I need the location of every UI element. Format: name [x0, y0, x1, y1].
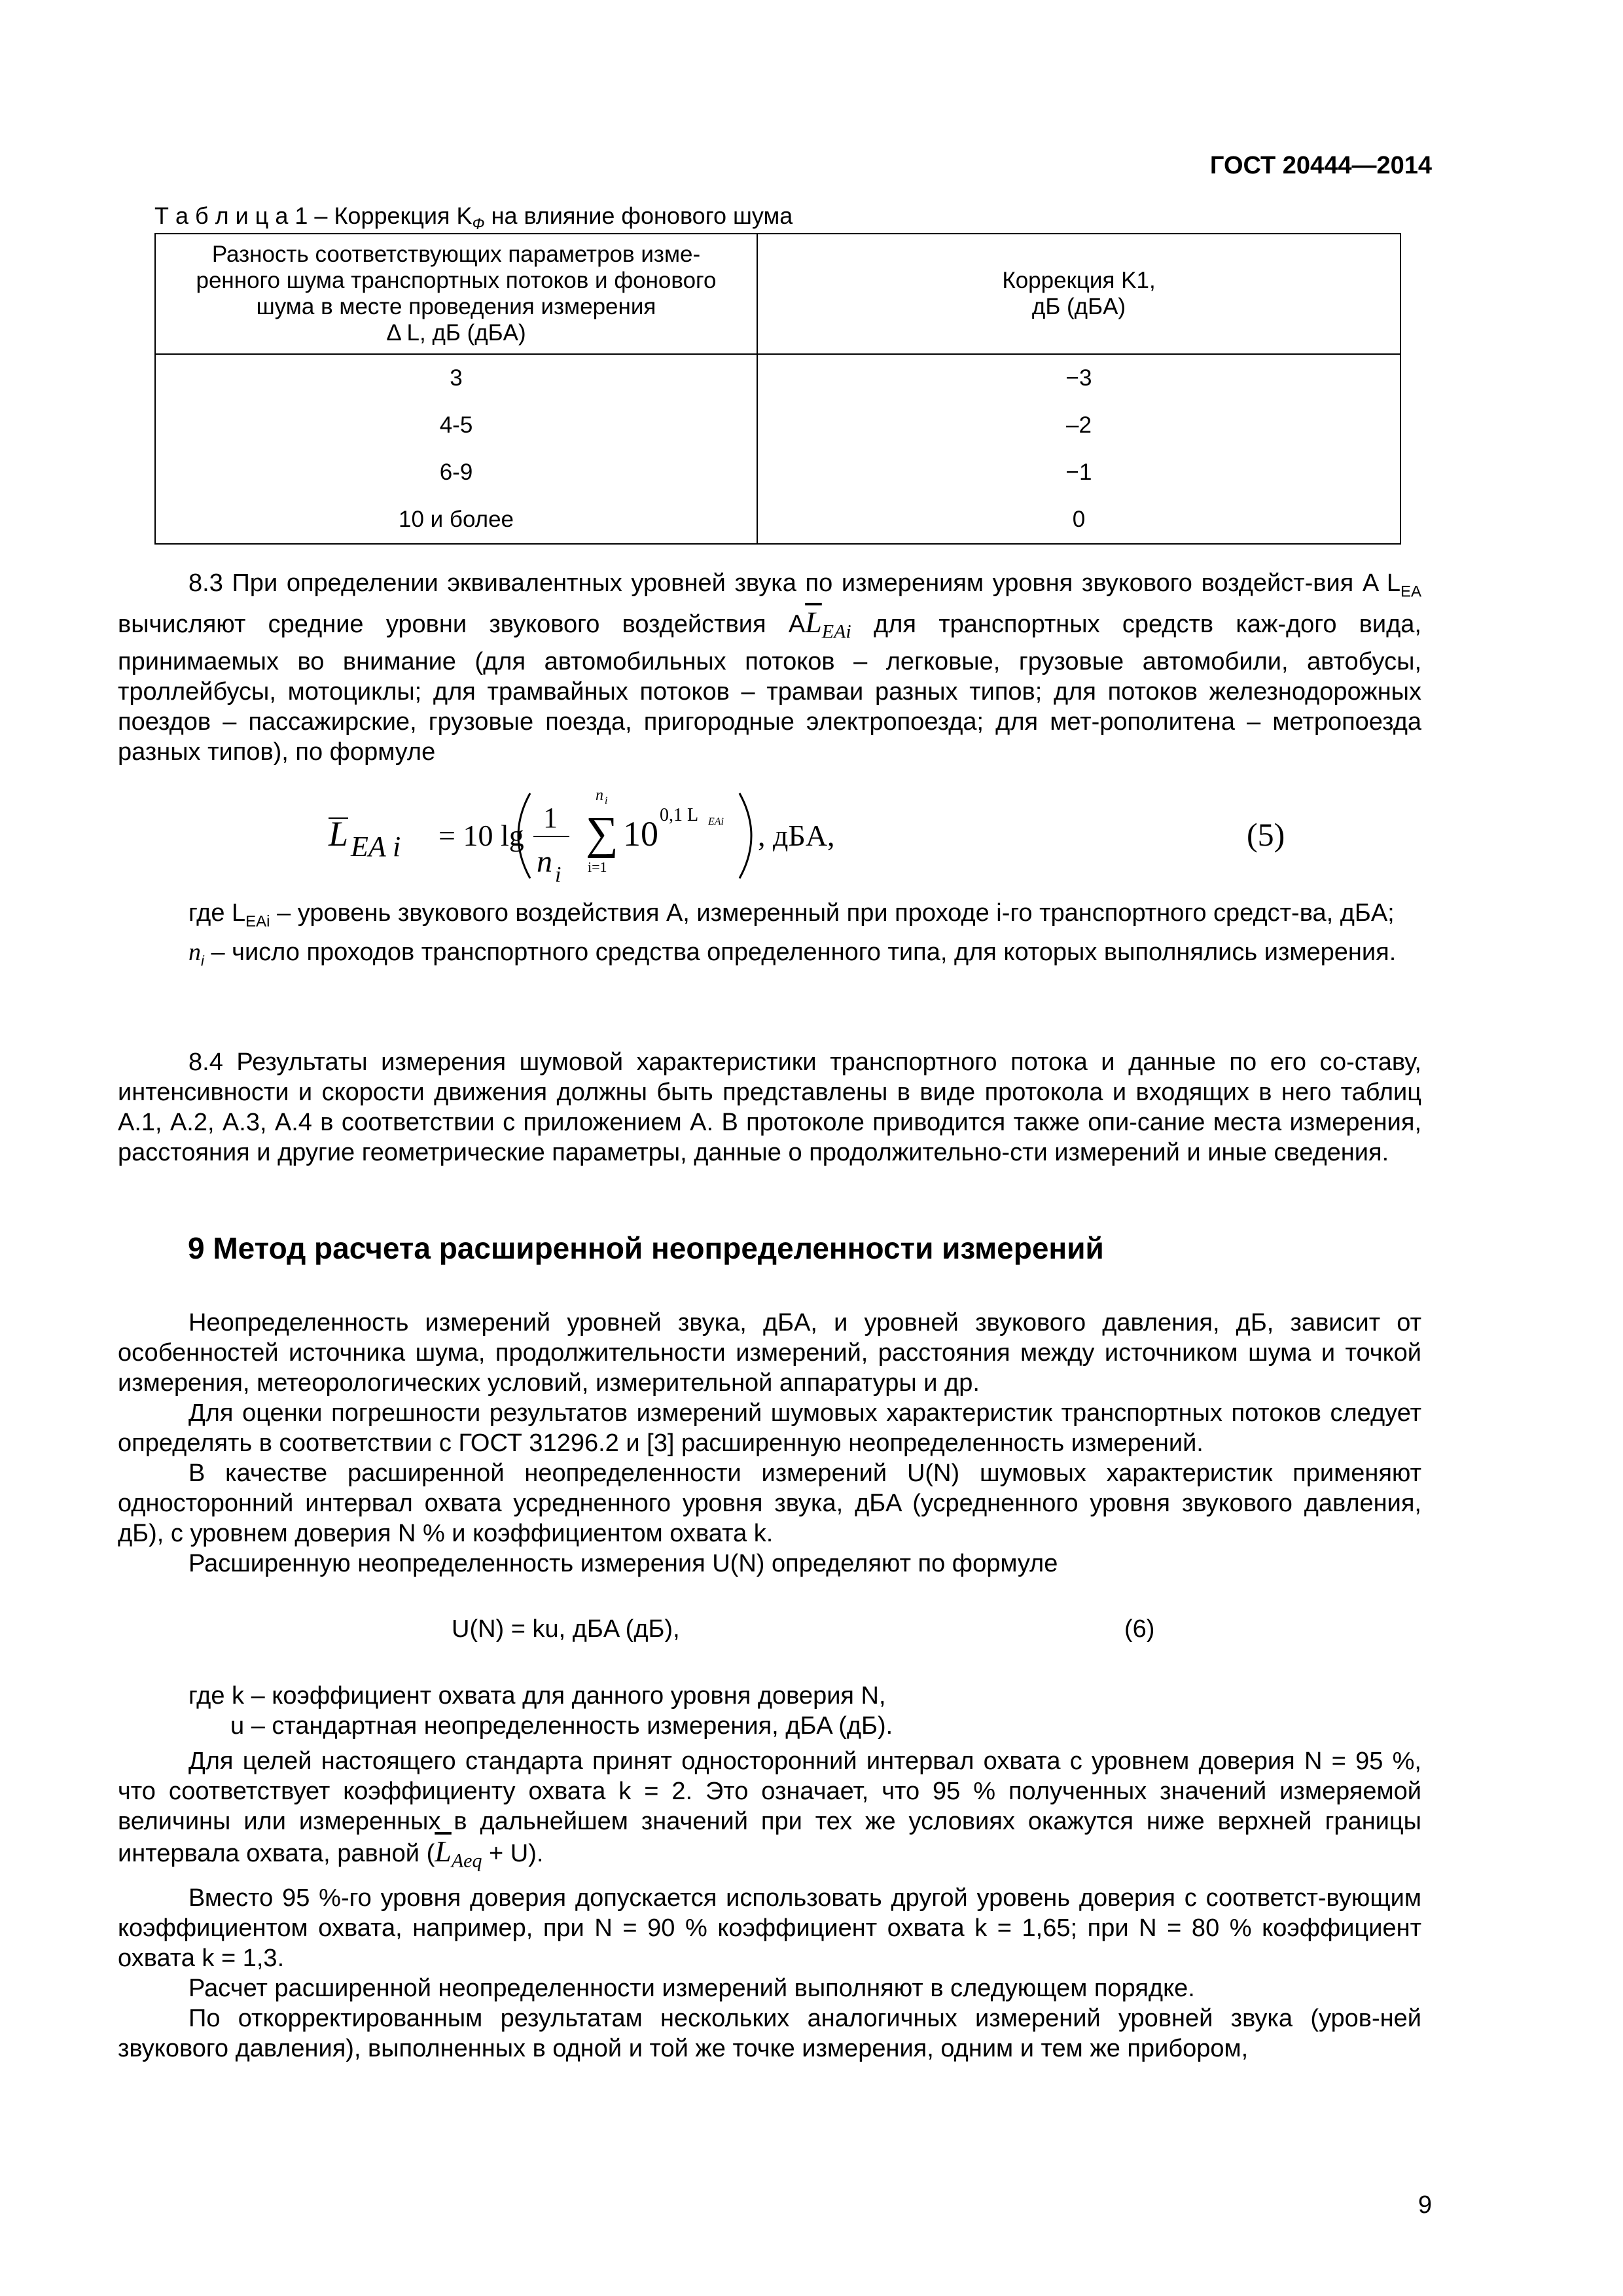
p83-part-a: 8.3 При определении эквивалентных уровней звука по измерениям уровня звукового воздейст-вия A L — [188, 569, 1400, 597]
cell-correction: –2 — [757, 402, 1400, 449]
formula5-base: 10 — [623, 814, 658, 853]
legend-k: где k – коэффициент охвата для данного уровня доверия N, — [188, 1682, 886, 1710]
paragraph-8-3-text — [118, 568, 1421, 767]
table-row — [155, 402, 1400, 449]
cell-correction: 0 — [757, 496, 1400, 544]
legend-ni-sub: i — [201, 952, 204, 969]
header-difference-text: Разность соответствующих параметров изме-ренного шума транспортных потоков и фонового шума в месте проведения измерения — [196, 242, 717, 319]
formula5-right-paren — [740, 793, 751, 878]
formula5-sum-top-sub: i — [605, 795, 608, 806]
p5-symbol-sub: Aeq — [451, 1850, 482, 1872]
formula5-lhs: L — [329, 814, 349, 853]
legend-LEAi-a: где L — [188, 899, 246, 927]
formula5-sum-bottom: i=1 — [588, 859, 607, 875]
section-9-title: 9 Метод расчета расширенной неопределенности измерений — [188, 1231, 1104, 1265]
legend-LEAi-sub: EAi — [245, 912, 270, 931]
formula5-denominator: n — [537, 844, 552, 879]
legend-ni — [118, 937, 1421, 977]
cell-difference: 6-9 — [155, 449, 757, 496]
table-caption-text: – Коррекция K — [308, 202, 473, 229]
table-header-difference — [155, 234, 757, 354]
formula5-number: (5) — [1247, 816, 1285, 853]
section9-paragraph-1: Неопределенность измерений уровней звука, дБA, и уровней звукового давления, дБ, зависит от особенностей источника шума, продолжительности измерений, расстояния между источником шума и точкой измерения, метеорологических условий, измерительной аппаратуры и др. — [118, 1309, 1421, 1397]
formula5-unit: , дБA, — [758, 819, 835, 852]
p5-symbol: $\overline{L}$ — [435, 1835, 452, 1868]
table-row — [155, 496, 1400, 544]
section-9-body — [118, 1308, 1421, 1579]
cell-difference: 10 и более — [155, 496, 757, 544]
paragraph-8-4-text: 8.4 Результаты измерения шумовой характеристики транспортного потока и данные по его со-ставу, интенсивности и скорости движения должны быть представлены в виде протокола и входящих в него таблиц А.1, А.2, А.3, А.4 в соответствии с приложением А. В протоколе приводится также опи-сание места измерения, расстояния и другие геометрические параметры, данные о продолжительно-сти измерений и иные сведения. — [118, 1049, 1421, 1166]
formula5-legend — [118, 898, 1421, 976]
section9-paragraph-4: Расширенную неопределенность измерения U(N) определяют по формуле — [188, 1550, 1058, 1577]
page-number: 9 — [1418, 2191, 1432, 2219]
section9-paragraph-2: Для оценки погрешности результатов измерений шумовых характеристик транспортных потоков следует определять в соответствии с ГОСТ 31296.2 и [3] расширенную неопределенность измерений. — [118, 1399, 1421, 1457]
formula5-sum-top: n — [596, 787, 603, 804]
formula5-lhs-sub: EA i — [351, 831, 401, 863]
formula5-numerator: 1 — [543, 802, 558, 834]
table-caption-tail: на влияние фонового шума — [484, 202, 793, 229]
p83-part-b: вычисляют средние уровни звукового воздействия A — [118, 610, 806, 638]
formula5-eq: = 10 lg — [438, 819, 524, 852]
legend-ni-symbol: n — [188, 938, 201, 966]
table-header-correction — [757, 234, 1400, 354]
p83-part-c: для транспортных средств каж-дого вида, принимаемых во внимание (для автомобильных потоков – легковые, грузовые автомобили, автобусы, троллейбусы, мотоциклы; для трамвайных потоков – трамваи разных типов; для потоков железнодорожных поездов – пассажирские, грузовые поезда, пригородные электропоезда; для мет-рополитена – метропоезда разных типов), по формуле — [118, 610, 1421, 766]
p83-sub: EA — [1400, 583, 1421, 601]
formula6-legend — [118, 1681, 1421, 1741]
section9-paragraph-6: Вместо 95 %-го уровня доверия допускается использовать другой уровень доверия с соответст-вующим коэффициентом охвата, например, при N = 90 % коэффициент охвата k = 1,65; при N = 80 % коэффициент охвата k = 1,3. — [118, 1884, 1421, 1972]
paragraph-8-4 — [118, 1047, 1421, 1168]
formula5-sum-sign: ∑ — [586, 808, 618, 859]
formula5-exponent: 0,1 L — [660, 805, 699, 825]
header-correction-unit: дБ (дБA) — [1031, 294, 1126, 319]
p5-part-b: + U). — [482, 1840, 544, 1867]
formula5-exponent-sub: EAi — [708, 816, 724, 827]
section9-paragraph-3: В качестве расширенной неопределенности измерений U(N) шумовых характеристик применяют односторонний интервал охвата усредненного уровня звука, дБA (усредненного уровня звукового давления, дБ), с уровнем доверия N % и коэффициентом охвата k. — [118, 1460, 1421, 1547]
table-row — [155, 449, 1400, 496]
table-caption-label: Т а б л и ц а 1 — [154, 202, 308, 229]
section-9-body-2 — [118, 1746, 1421, 2064]
formula-5 — [321, 780, 1433, 891]
document-header: ГОСТ 20444—2014 — [1209, 152, 1432, 179]
legend-LEAi-b: – уровень звукового воздействия A, измеренный при проходе i-го транспортного средст-ва, дБA; — [270, 899, 1395, 927]
table-row — [155, 354, 1400, 402]
formula-6-number: (6) — [1124, 1615, 1155, 1643]
formula5-denominator-sub: i — [555, 863, 562, 887]
cell-correction: −1 — [757, 449, 1400, 496]
section9-paragraph-8: По откорректированным результатам нескольких аналогичных измерений уровней звука (уров-ней звукового давления), выполненных в одной и той же точке измерения, одним и тем же прибором, — [118, 2004, 1421, 2062]
table-caption-sub: Ф — [472, 215, 485, 234]
cell-difference: 4-5 — [155, 402, 757, 449]
p83-symbol-sub: EAi — [821, 620, 851, 643]
formula-6: U(N) = ku, дБA (дБ), — [452, 1615, 680, 1643]
legend-u: u – стандартная неопределенность измерения, дБA (дБ). — [230, 1712, 893, 1740]
cell-correction: −3 — [757, 354, 1400, 402]
correction-table — [154, 233, 1401, 545]
section9-paragraph-7: Расчет расширенной неопределенности измерений выполняют в следующем порядке. — [188, 1974, 1195, 2002]
p83-symbol: $\overline{L}$ — [805, 605, 822, 639]
section9-paragraph-5 — [118, 1746, 1421, 1876]
legend-LEAi — [118, 898, 1421, 937]
legend-ni-text: – число проходов транспортного средства определенного типа, для которых выполнялись измерения. — [204, 938, 1397, 966]
header-difference-unit: Δ L, дБ (дБA) — [386, 320, 526, 346]
p5-part-a: Для целей настоящего стандарта принят односторонний интервал охвата с уровнем доверия N = 95 %, что соответствует коэффициенту охвата k = 2. Это означает, что 95 % полученных значений измеряемой величины или измеренных в дальнейшем значений при тех же условиях окажутся ниже верхней границы интервала охвата, равной ( — [118, 1748, 1421, 1867]
cell-difference: 3 — [155, 354, 757, 402]
header-correction-text: Коррекция K1, — [1002, 268, 1156, 293]
paragraph-8-3 — [118, 568, 1421, 767]
